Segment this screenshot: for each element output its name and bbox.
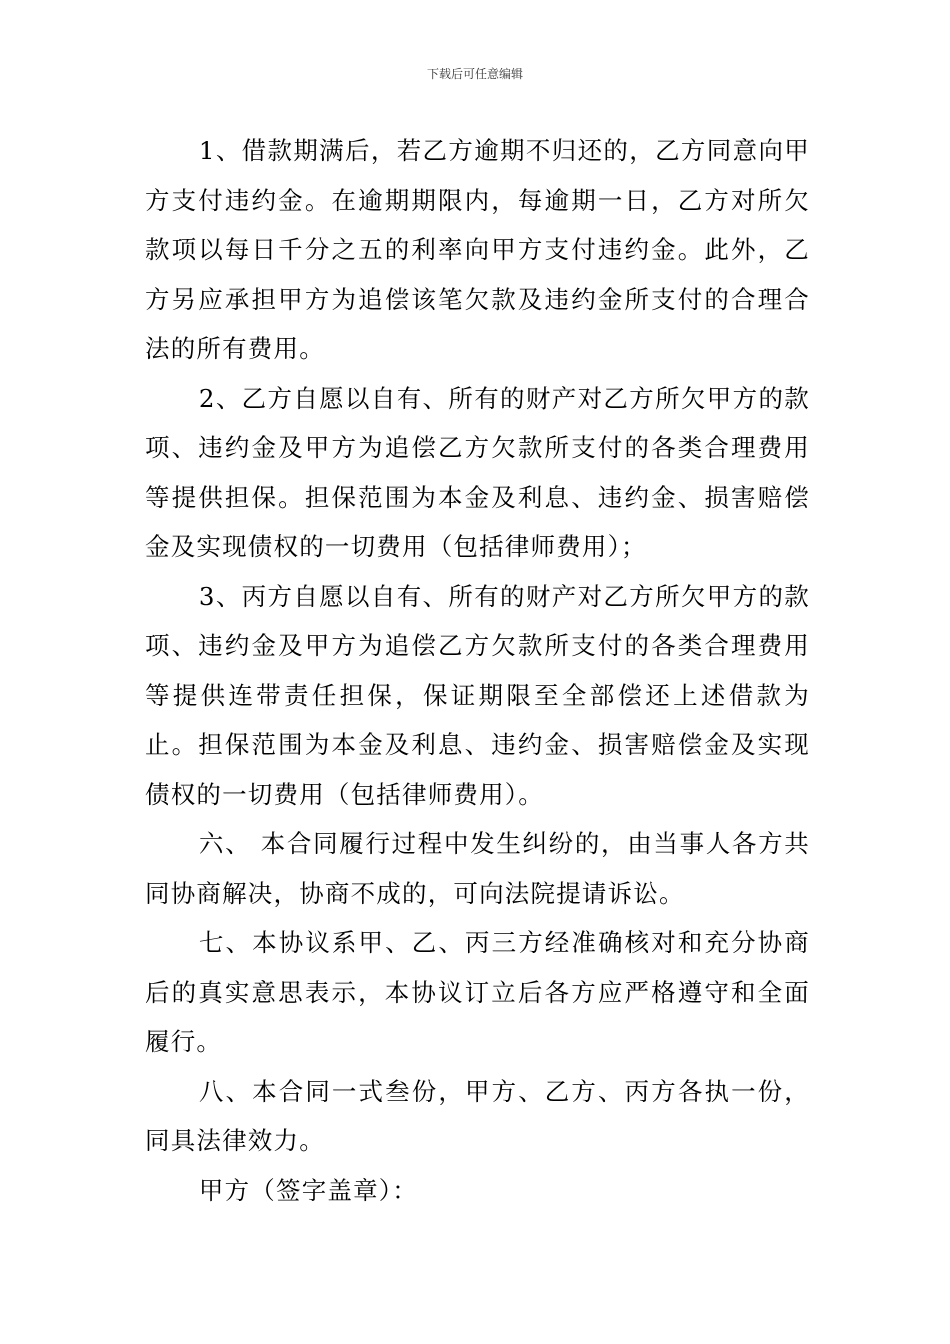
article-six-paragraph: 六、 本合同履行过程中发生纠纷的，由当事人各方共同协商解决，协商不成的，可向法院提请诉讼。 xyxy=(145,829,810,908)
clause-paragraph-3: 3、丙方自愿以自有、所有的财产对乙方所欠甲方的款项、违约金及甲方为追偿乙方欠款所支付的各类合理费用等提供连带责任担保，保证期限至全部偿还上述借款为止。担保范围为本金及利息、违约金、损害赔偿金及实现债权的一切费用（包括律师费用）。 xyxy=(145,581,810,809)
page-header-note: 下载后可任意编辑 xyxy=(426,67,523,81)
article-seven-paragraph: 七、本协议系甲、乙、丙三方经准确核对和充分协商后的真实意思表示，本协议订立后各方应严格遵守和全面履行。 xyxy=(145,928,810,1056)
party-a-signature-line: 甲方（签字盖章）： xyxy=(198,1175,418,1205)
document-body xyxy=(145,126,810,1215)
article-eight-paragraph: 八、本合同一式叁份，甲方、乙方、丙方各执一份，同具法律效力。 xyxy=(145,1076,810,1155)
clause-paragraph-1: 1、借款期满后，若乙方逾期不归还的，乙方同意向甲方支付违约金。在逾期期限内，每逾期一日，乙方对所欠款项以每日千分之五的利率向甲方支付违约金。此外，乙方另应承担甲方为追偿该笔欠款及违约金所支付的合理合法的所有费用。 xyxy=(145,136,810,363)
clause-paragraph-2: 2、乙方自愿以自有、所有的财产对乙方所欠甲方的款项、违约金及甲方为追偿乙方欠款所支付的各类合理费用等提供担保。担保范围为本金及利息、违约金、损害赔偿金及实现债权的一切费用（包括律师费用）； xyxy=(145,383,810,561)
